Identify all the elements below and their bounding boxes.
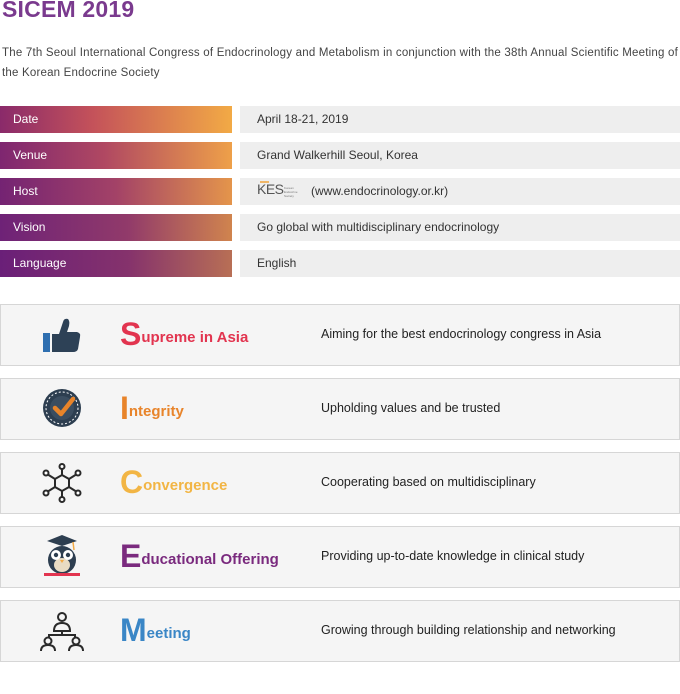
owl-graduate-icon: [39, 538, 85, 576]
value-card-meeting: [0, 600, 680, 662]
value-card-convergence: [0, 452, 680, 514]
network-icon: [39, 464, 85, 502]
svg-text:Korean: Korean: [284, 185, 294, 190]
vision-value: Go global with multidisciplinary endocrinology: [240, 214, 680, 241]
value-desc-meeting: Growing through building relationship and networking: [321, 623, 616, 637]
info-row-date: [0, 106, 680, 133]
venue-label: Venue: [0, 142, 232, 169]
kes-logo: [257, 179, 305, 201]
page-subtitle: The 7th Seoul International Congress of Endocrinology and Metabolism in conjunction with the 38th Annual Scientific Meeting of the Korean Endocrine Society: [2, 47, 678, 79]
thumbs-up-icon: [39, 316, 85, 354]
svg-text:KES: KES: [257, 180, 284, 197]
host-label: Host: [0, 178, 232, 205]
vision-label: Vision: [0, 214, 232, 241]
svg-text:Society: Society: [284, 193, 294, 198]
value-word-convergence: Convergence: [120, 464, 228, 500]
value-desc-integrity: Upholding values and be trusted: [321, 401, 501, 415]
value-word-meeting: Meeting: [120, 612, 191, 648]
value-word-educational: Educational Offering: [120, 538, 279, 574]
value-word-integrity: Integrity: [120, 390, 184, 426]
svg-text:Endocrine: Endocrine: [284, 189, 298, 194]
info-row-vision: [0, 214, 680, 241]
date-value: April 18-21, 2019: [240, 106, 680, 133]
page-title: SICEM 2019: [2, 0, 135, 22]
value-desc-convergence: Cooperating based on multidisciplinary: [321, 475, 536, 489]
info-row-venue: [0, 142, 680, 169]
language-label: Language: [0, 250, 232, 277]
value-word-supreme: Supreme in Asia: [120, 316, 249, 352]
value-card-integrity: [0, 378, 680, 440]
value-desc-supreme: Aiming for the best endocrinology congress in Asia: [321, 327, 602, 341]
value-card-educational: [0, 526, 680, 588]
date-label: Date: [0, 106, 232, 133]
language-value: English: [240, 250, 680, 277]
value-card-supreme: [0, 304, 680, 366]
venue-value: Grand Walkerhill Seoul, Korea: [240, 142, 680, 169]
check-badge-icon: [39, 390, 85, 428]
info-row-host: [0, 178, 680, 205]
value-desc-educational: Providing up-to-date knowledge in clinical study: [321, 549, 585, 563]
people-meeting-icon: [39, 612, 85, 650]
host-value[interactable]: (www.endocrinology.or.kr): [311, 184, 449, 198]
host-value-container: [240, 178, 680, 205]
info-row-language: [0, 250, 680, 277]
